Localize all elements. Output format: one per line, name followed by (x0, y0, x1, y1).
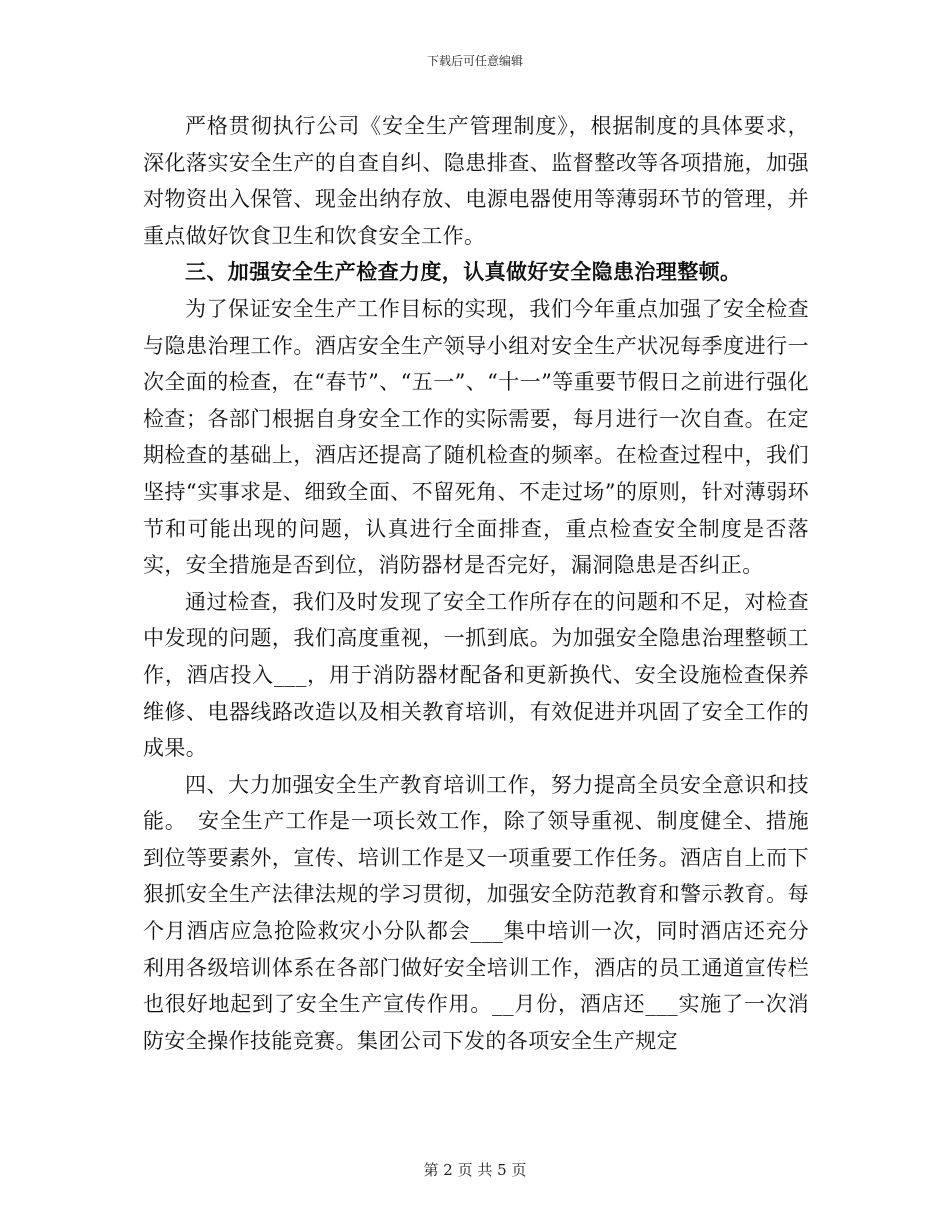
paragraph-training: 四、大力加强安全生产教育培训工作，努力提高全员安全意识和技能。 安全生产工作是一项长效工作，除了领导重视、制度健全、措施到位等要素外，宣传、培训工作是又一项重要工作任务。酒店自上而下狠抓安全生产法律法规的学习贯彻，加强安全防范教育和警示教育。每个月酒店应急抢险救灾小分队都会___集中培训一次，同时酒店还充分利用各级培训体系在各部门做好安全培训工作，酒店的员工通道宣传栏也很好地起到了安全生产宣传作用。__月份，酒店还___实施了一次消防安全操作技能竞赛。集团公司下发的各项安全生产规定 (143, 772, 809, 1053)
paragraph-rectification: 通过检查，我们及时发现了安全工作所存在的问题和不足，对检查中发现的问题，我们高度重视，一抓到底。为加强安全隐患治理整顿工作，酒店投入___，用于消防器材配备和更新换代、安全设施检查保养维修、电器线路改造以及相关教育培训，有效促进并巩固了安全工作的成果。 (143, 589, 809, 761)
page-footer: 第 2 页 共 5 页 (423, 1161, 527, 1179)
paragraph-safety-regulations: 严格贯彻执行公司《安全生产管理制度》，根据制度的具体要求，深化落实安全生产的自查自纠、隐患排查、监督整改等各项措施，加强对物资出入保管、现金出纳存放、电源电器使用等薄弱环节的管理，并重点做好饮食卫生和饮食安全工作。 (143, 114, 809, 248)
page-header: 下载后可任意编辑 (426, 54, 523, 68)
document-body (143, 108, 809, 1059)
paragraph-inspection: 为了保证安全生产工作目标的实现，我们今年重点加强了安全检查与隐患治理工作。酒店安全生产领导小组对安全生产状况每季度进行一次全面的检查，在“春节”、“五一”、“十一”等重要节假日之前进行强化检查；各部门根据自身安全工作的实际需要，每月进行一次自查。在定期检查的基础上，酒店还提高了随机检查的频率。在检查过程中，我们坚持“实事求是、细致全面、不留死角、不走过场”的原则，针对薄弱环节和可能出现的问题，认真进行全面排查，重点检查安全制度是否落实，安全措施是否到位，消防器材是否完好，漏洞隐患是否纠正。 (143, 296, 810, 578)
section-heading-three: 三、加强安全生产检查力度，认真做好安全隐患治理整顿。 (185, 259, 742, 285)
